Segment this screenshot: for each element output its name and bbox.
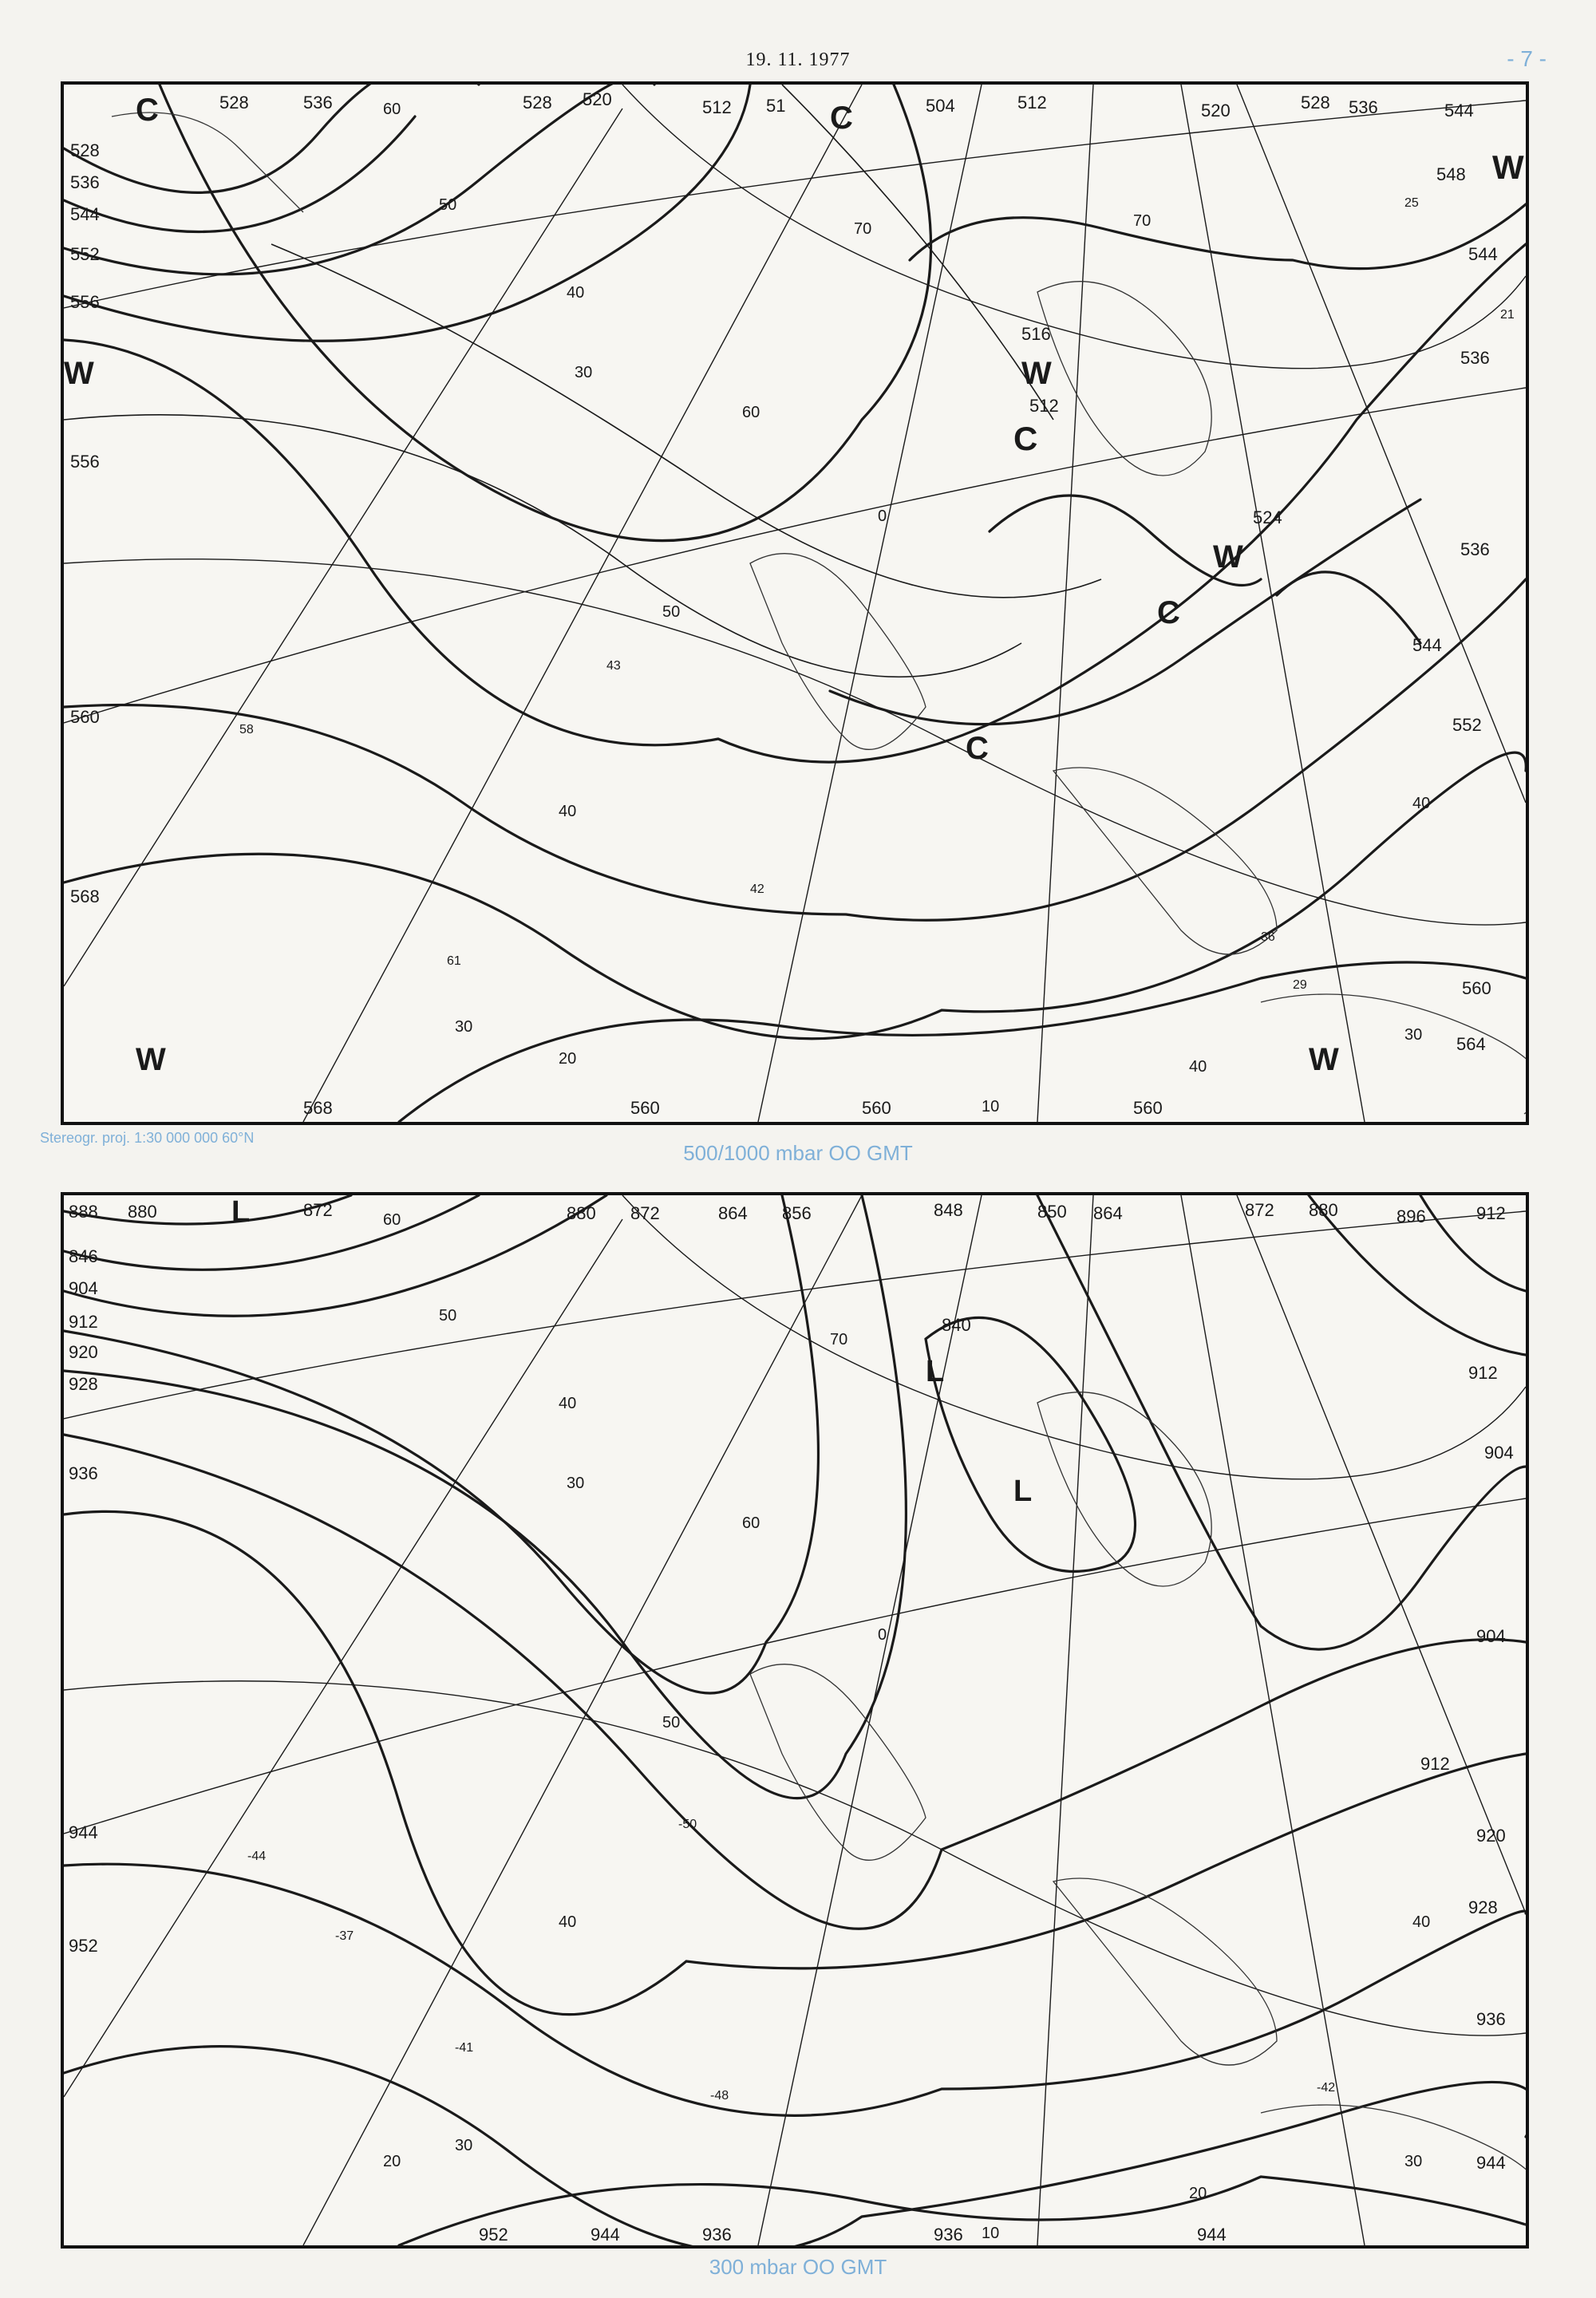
top-contour-label: 528 xyxy=(219,93,249,113)
station-value: 61 xyxy=(447,954,461,968)
bottom-lat-label: 10 xyxy=(982,2225,1000,2242)
top-contour-label: 564 xyxy=(1456,1034,1486,1054)
bottom-contour-label: 904 xyxy=(1476,1626,1506,1646)
top-contour-label: 568 xyxy=(303,1098,333,1118)
bottom-contour-label: 952 xyxy=(479,2225,508,2245)
bottom-contour-label: 912 xyxy=(1420,1754,1450,1774)
top-contour-label: 504 xyxy=(926,96,955,116)
top-contour-label: 528 xyxy=(1301,93,1330,113)
top-system-c-4: C xyxy=(1157,595,1180,630)
top-contour-label: 528 xyxy=(70,140,100,160)
bottom-contour-label: 936 xyxy=(702,2225,732,2245)
top-lat-label: 60 xyxy=(383,101,401,118)
top-lat-label: 40 xyxy=(1189,1058,1207,1076)
bottom-contour-label: 928 xyxy=(1468,1897,1498,1917)
bottom-lat-label: 40 xyxy=(559,1913,577,1931)
top-contour-label: 552 xyxy=(70,244,100,264)
top-map-canvas xyxy=(64,85,1526,1122)
bottom-contour-label: 936 xyxy=(1476,2009,1506,2029)
top-lat-label: 50 xyxy=(662,603,681,621)
bottom-contour-label: 944 xyxy=(1197,2225,1227,2245)
bottom-contour-label: 920 xyxy=(1476,1826,1506,1846)
bottom-contour-label: 880 xyxy=(128,1202,157,1222)
bottom-map-canvas xyxy=(64,1195,1526,2245)
bottom-lat-label: 60 xyxy=(383,1211,401,1229)
top-contour-label: 544 xyxy=(1412,635,1442,655)
page-number: - 7 - xyxy=(1507,46,1547,71)
top-system-w-4: W xyxy=(64,356,94,391)
station-value: -37 xyxy=(335,1929,354,1943)
bottom-lat-label: 60 xyxy=(742,1514,760,1532)
bottom-contour-label: 872 xyxy=(1245,1200,1274,1220)
bottom-system-l-3: L xyxy=(1013,1475,1033,1508)
top-system-c-5: C xyxy=(966,731,989,766)
top-lat-label: 40 xyxy=(1412,795,1431,812)
station-value: 43 xyxy=(606,659,621,673)
bottom-contour-label: 936 xyxy=(69,1463,98,1483)
bottom-contour-label: 888 xyxy=(69,1202,98,1222)
top-contour-label: 536 xyxy=(1349,97,1378,117)
bottom-contour-label: 840 xyxy=(942,1315,971,1335)
top-contour-label: 560 xyxy=(862,1098,891,1118)
top-system-c-2: C xyxy=(830,101,853,136)
bottom-map-caption: 300 mbar OO GMT xyxy=(709,2255,887,2279)
top-lat-label: 50 xyxy=(439,196,457,214)
map-500-1000-mbar xyxy=(61,81,1529,1125)
bottom-contour-label: 928 xyxy=(69,1374,98,1394)
bottom-lat-label: 30 xyxy=(1404,2153,1423,2170)
bottom-contour-label: 944 xyxy=(69,1822,98,1842)
top-lat-label: 70 xyxy=(854,220,872,238)
bottom-contour-label: 912 xyxy=(69,1312,98,1332)
top-thickness-label: 516 xyxy=(1021,324,1051,344)
station-value: 58 xyxy=(239,723,254,736)
top-contour-label: 560 xyxy=(70,707,100,727)
top-contour-label: 536 xyxy=(70,172,100,192)
station-value: 21 xyxy=(1500,308,1515,322)
top-system-c-3: C xyxy=(1013,420,1038,457)
bottom-contours xyxy=(64,1195,1526,2245)
top-lat-label: 30 xyxy=(455,1018,473,1036)
bottom-lat-label: 20 xyxy=(1189,2185,1207,2202)
top-lat-label: 30 xyxy=(1404,1026,1423,1044)
top-contour-label: 544 xyxy=(70,204,100,224)
bottom-lat-label: 50 xyxy=(439,1307,457,1325)
top-contour-label: 556 xyxy=(70,452,100,472)
bottom-system-l-1: L xyxy=(231,1195,251,1229)
top-contour-label: 560 xyxy=(1462,978,1491,998)
top-contour-label: 512 xyxy=(1017,93,1047,113)
bottom-contour-label: 936 xyxy=(934,2225,963,2245)
bottom-contour-label: 912 xyxy=(1476,1203,1506,1223)
top-contour-label: 512 xyxy=(702,97,732,117)
top-contour-label: 536 xyxy=(1460,348,1490,368)
map-300-mbar xyxy=(61,1192,1529,2249)
top-system-w-6: W xyxy=(1309,1042,1339,1077)
top-contours xyxy=(64,85,1526,1122)
top-lat-label: 30 xyxy=(575,364,593,381)
bottom-contour-label: 850 xyxy=(1037,1202,1067,1222)
bottom-lat-label: 30 xyxy=(455,2137,473,2154)
bottom-contour-label: 904 xyxy=(69,1278,98,1298)
bottom-lat-label: 70 xyxy=(830,1331,848,1348)
page-date: 19. 11. 1977 xyxy=(745,49,851,70)
station-value: 36 xyxy=(1261,930,1275,944)
bottom-contour-label: 912 xyxy=(1468,1363,1498,1383)
top-graticule xyxy=(64,85,1526,1122)
bottom-graticule xyxy=(64,1195,1526,2245)
top-lat-label: 70 xyxy=(1133,212,1152,230)
top-contour-label: 51 xyxy=(766,96,786,116)
station-value: -44 xyxy=(247,1850,267,1863)
top-contour-label: 544 xyxy=(1444,101,1474,120)
bottom-contour-label: 864 xyxy=(1093,1203,1123,1223)
bottom-contour-label: 896 xyxy=(1396,1206,1426,1226)
top-contour-label: 560 xyxy=(1133,1098,1163,1118)
top-contour-label: 544 xyxy=(1468,244,1498,264)
bottom-lat-label: 0 xyxy=(878,1626,887,1644)
bottom-contour-label: 904 xyxy=(1484,1443,1514,1463)
top-lat-label: 10 xyxy=(982,1098,1000,1115)
bottom-lat-label: 30 xyxy=(567,1475,585,1492)
top-coastlines xyxy=(112,113,1526,1114)
top-lat-label: 40 xyxy=(567,284,585,302)
bottom-contour-label: 944 xyxy=(591,2225,620,2245)
top-system-w-5: W xyxy=(136,1042,166,1077)
top-contour-label: 568 xyxy=(70,886,100,906)
station-value: -42 xyxy=(1317,2081,1336,2095)
bottom-lat-label: 20 xyxy=(383,2153,401,2170)
top-system-c-1: C xyxy=(136,93,159,128)
bottom-contour-label: 872 xyxy=(630,1203,660,1223)
bottom-lat-label: 40 xyxy=(1412,1913,1431,1931)
top-thickness-label: 512 xyxy=(1029,396,1059,416)
bottom-contour-label: 848 xyxy=(934,1200,963,1220)
station-value: -41 xyxy=(455,2041,474,2055)
top-lat-label: 20 xyxy=(559,1050,577,1068)
top-contour-label: 552 xyxy=(1452,715,1482,735)
top-lat-label: 60 xyxy=(742,404,760,421)
projection-note: Stereogr. proj. 1:30 000 000 60°N xyxy=(40,1130,255,1146)
top-system-w-2: W xyxy=(1021,356,1052,391)
top-contour-label: 560 xyxy=(630,1098,660,1118)
station-value: -50 xyxy=(678,1818,697,1831)
top-system-w-1: W xyxy=(1492,148,1524,186)
top-contour-label: 520 xyxy=(583,89,612,109)
bottom-system-l-2: L xyxy=(926,1355,945,1388)
top-contour-label: 520 xyxy=(1201,101,1231,120)
bottom-lat-label: 50 xyxy=(662,1714,681,1731)
station-value: 29 xyxy=(1293,978,1307,992)
top-lat-label: 40 xyxy=(559,803,577,820)
top-contour-label: 556 xyxy=(70,292,100,312)
top-contour-label: 536 xyxy=(303,93,333,113)
bottom-contour-label: 846 xyxy=(69,1246,98,1266)
top-system-w-3: W xyxy=(1213,539,1243,574)
station-value: 25 xyxy=(1404,196,1419,210)
top-lat-label: 0 xyxy=(878,507,887,525)
top-contour-label: 548 xyxy=(1436,164,1466,184)
bottom-contour-label: 864 xyxy=(718,1203,748,1223)
station-value: -48 xyxy=(710,2089,729,2103)
top-contour-label: 528 xyxy=(523,93,552,113)
top-contour-label: 536 xyxy=(1460,539,1490,559)
top-thickness-label: 524 xyxy=(1253,507,1282,527)
bottom-contour-label: 856 xyxy=(782,1203,812,1223)
bottom-contour-label: 872 xyxy=(303,1200,333,1220)
bottom-contour-label: 952 xyxy=(69,1936,98,1956)
bottom-contour-label: 880 xyxy=(1309,1200,1338,1220)
bottom-lat-label: 40 xyxy=(559,1395,577,1412)
bottom-contour-label: 944 xyxy=(1476,2153,1506,2173)
bottom-contour-label: 880 xyxy=(567,1203,596,1223)
station-value: 42 xyxy=(750,882,764,896)
bottom-contour-label: 920 xyxy=(69,1342,98,1362)
top-map-caption: 500/1000 mbar OO GMT xyxy=(683,1141,913,1165)
